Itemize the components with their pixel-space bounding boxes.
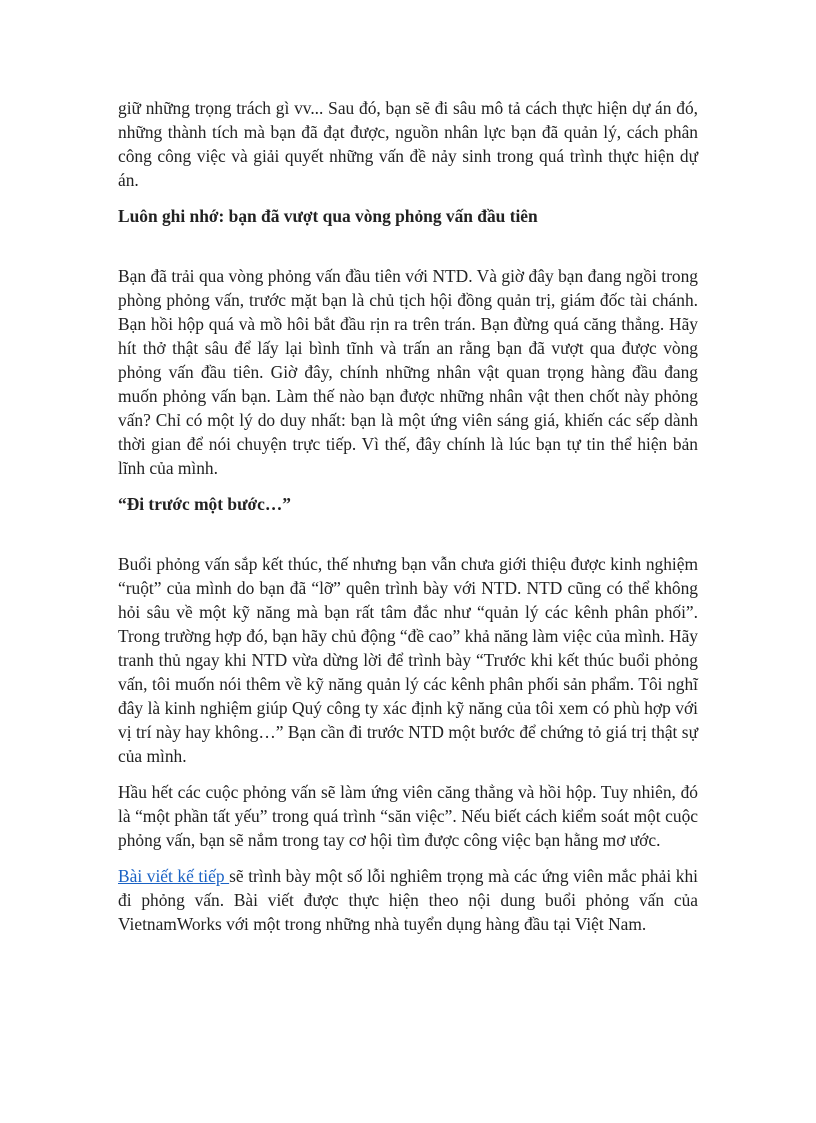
document-page — [118, 96, 698, 936]
spacer — [118, 228, 698, 264]
spacer — [118, 852, 698, 864]
paragraph-conclusion: Hầu hết các cuộc phỏng vấn sẽ làm ứng viên căng thẳng và hồi hộp. Tuy nhiên, đó là “một phần tất yếu” trong quá trình “săn việc”. Nếu biết cách kiểm soát một cuộc phỏng vấn, bạn sẽ nắm trong tay cơ hội tìm được công việc bạn hằng mơ ước. — [118, 782, 698, 850]
paragraph-intro: giữ những trọng trách gì vv... Sau đó, bạn sẽ đi sâu mô tả cách thực hiện dự án đó, những thành tích mà bạn đã đạt được, nguồn nhân lực bạn đã quản lý, cách phân công công việc và giải quyết những vấn đề nảy sinh trong quá trình thực hiện dự án. — [118, 98, 698, 190]
spacer — [118, 192, 698, 204]
spacer — [118, 768, 698, 780]
paragraph-next-article — [118, 864, 698, 936]
paragraph-one-step-ahead: Buổi phỏng vấn sắp kết thúc, thế nhưng bạn vẫn chưa giới thiệu được kinh nghiệm “ruột” của mình do bạn đã “lỡ” quên trình bày với NTD. NTD cũng có thể không hỏi sâu về một kỹ năng mà bạn rất tâm đắc như “quản lý các kênh phân phối”. Trong trường hợp đó, bạn hãy chủ động “đề cao” khả năng làm việc của mình. Hãy tranh thủ ngay khi NTD vừa dừng lời để trình bày “Trước khi kết thúc buổi phỏng vấn, tôi muốn nói thêm về kỹ năng quản lý các kênh phân phối sản phẩm. Tôi nghĩ đây là kinh nghiệm giúp Quý công ty xác định kỹ năng của tôi xem có phù hợp với vị trí này hay không…” Bạn cần đi trước NTD một bước để chứng tỏ giá trị thật sự của mình. — [118, 554, 698, 766]
section-heading-first-round: Luôn ghi nhớ: bạn đã vượt qua vòng phỏng vấn đầu tiên — [118, 206, 538, 226]
next-article-text: sẽ trình bày một số lỗi nghiêm trọng mà các ứng viên mắc phải khi đi phỏng vấn. Bài viết được thực hiện theo nội dung buổi phỏng vấn của VietnamWorks với một trong những nhà tuyển dụng hàng đầu tại Việt Nam. — [118, 866, 698, 934]
spacer — [118, 480, 698, 492]
paragraph-first-round: Bạn đã trải qua vòng phỏng vấn đầu tiên với NTD. Và giờ đây bạn đang ngồi trong phòng phỏng vấn, trước mặt bạn là chủ tịch hội đồng quản trị, giám đốc tài chánh. Bạn hồi hộp quá và mồ hôi bắt đầu rịn ra trên trán. Bạn đừng quá căng thẳng. Hãy hít thở thật sâu để lấy lại bình tĩnh và trấn an rằng bạn đã vượt qua được vòng phỏng vấn đầu tiên. Giờ đây, chính những nhân vật quan trọng hàng đầu đang muốn phỏng vấn bạn. Làm thế nào bạn được những nhân vật then chốt này phỏng vấn? Chỉ có một lý do duy nhất: bạn là một ứng viên sáng giá, khiến các sếp dành thời gian để nói chuyện trực tiếp. Vì thế, đây chính là lúc bạn tự tin thể hiện bản lĩnh của mình. — [118, 266, 698, 478]
spacer — [118, 516, 698, 552]
next-article-link[interactable]: Bài viết kế tiếp — [118, 866, 230, 886]
section-heading-one-step-ahead: “Đi trước một bước…” — [118, 494, 291, 514]
